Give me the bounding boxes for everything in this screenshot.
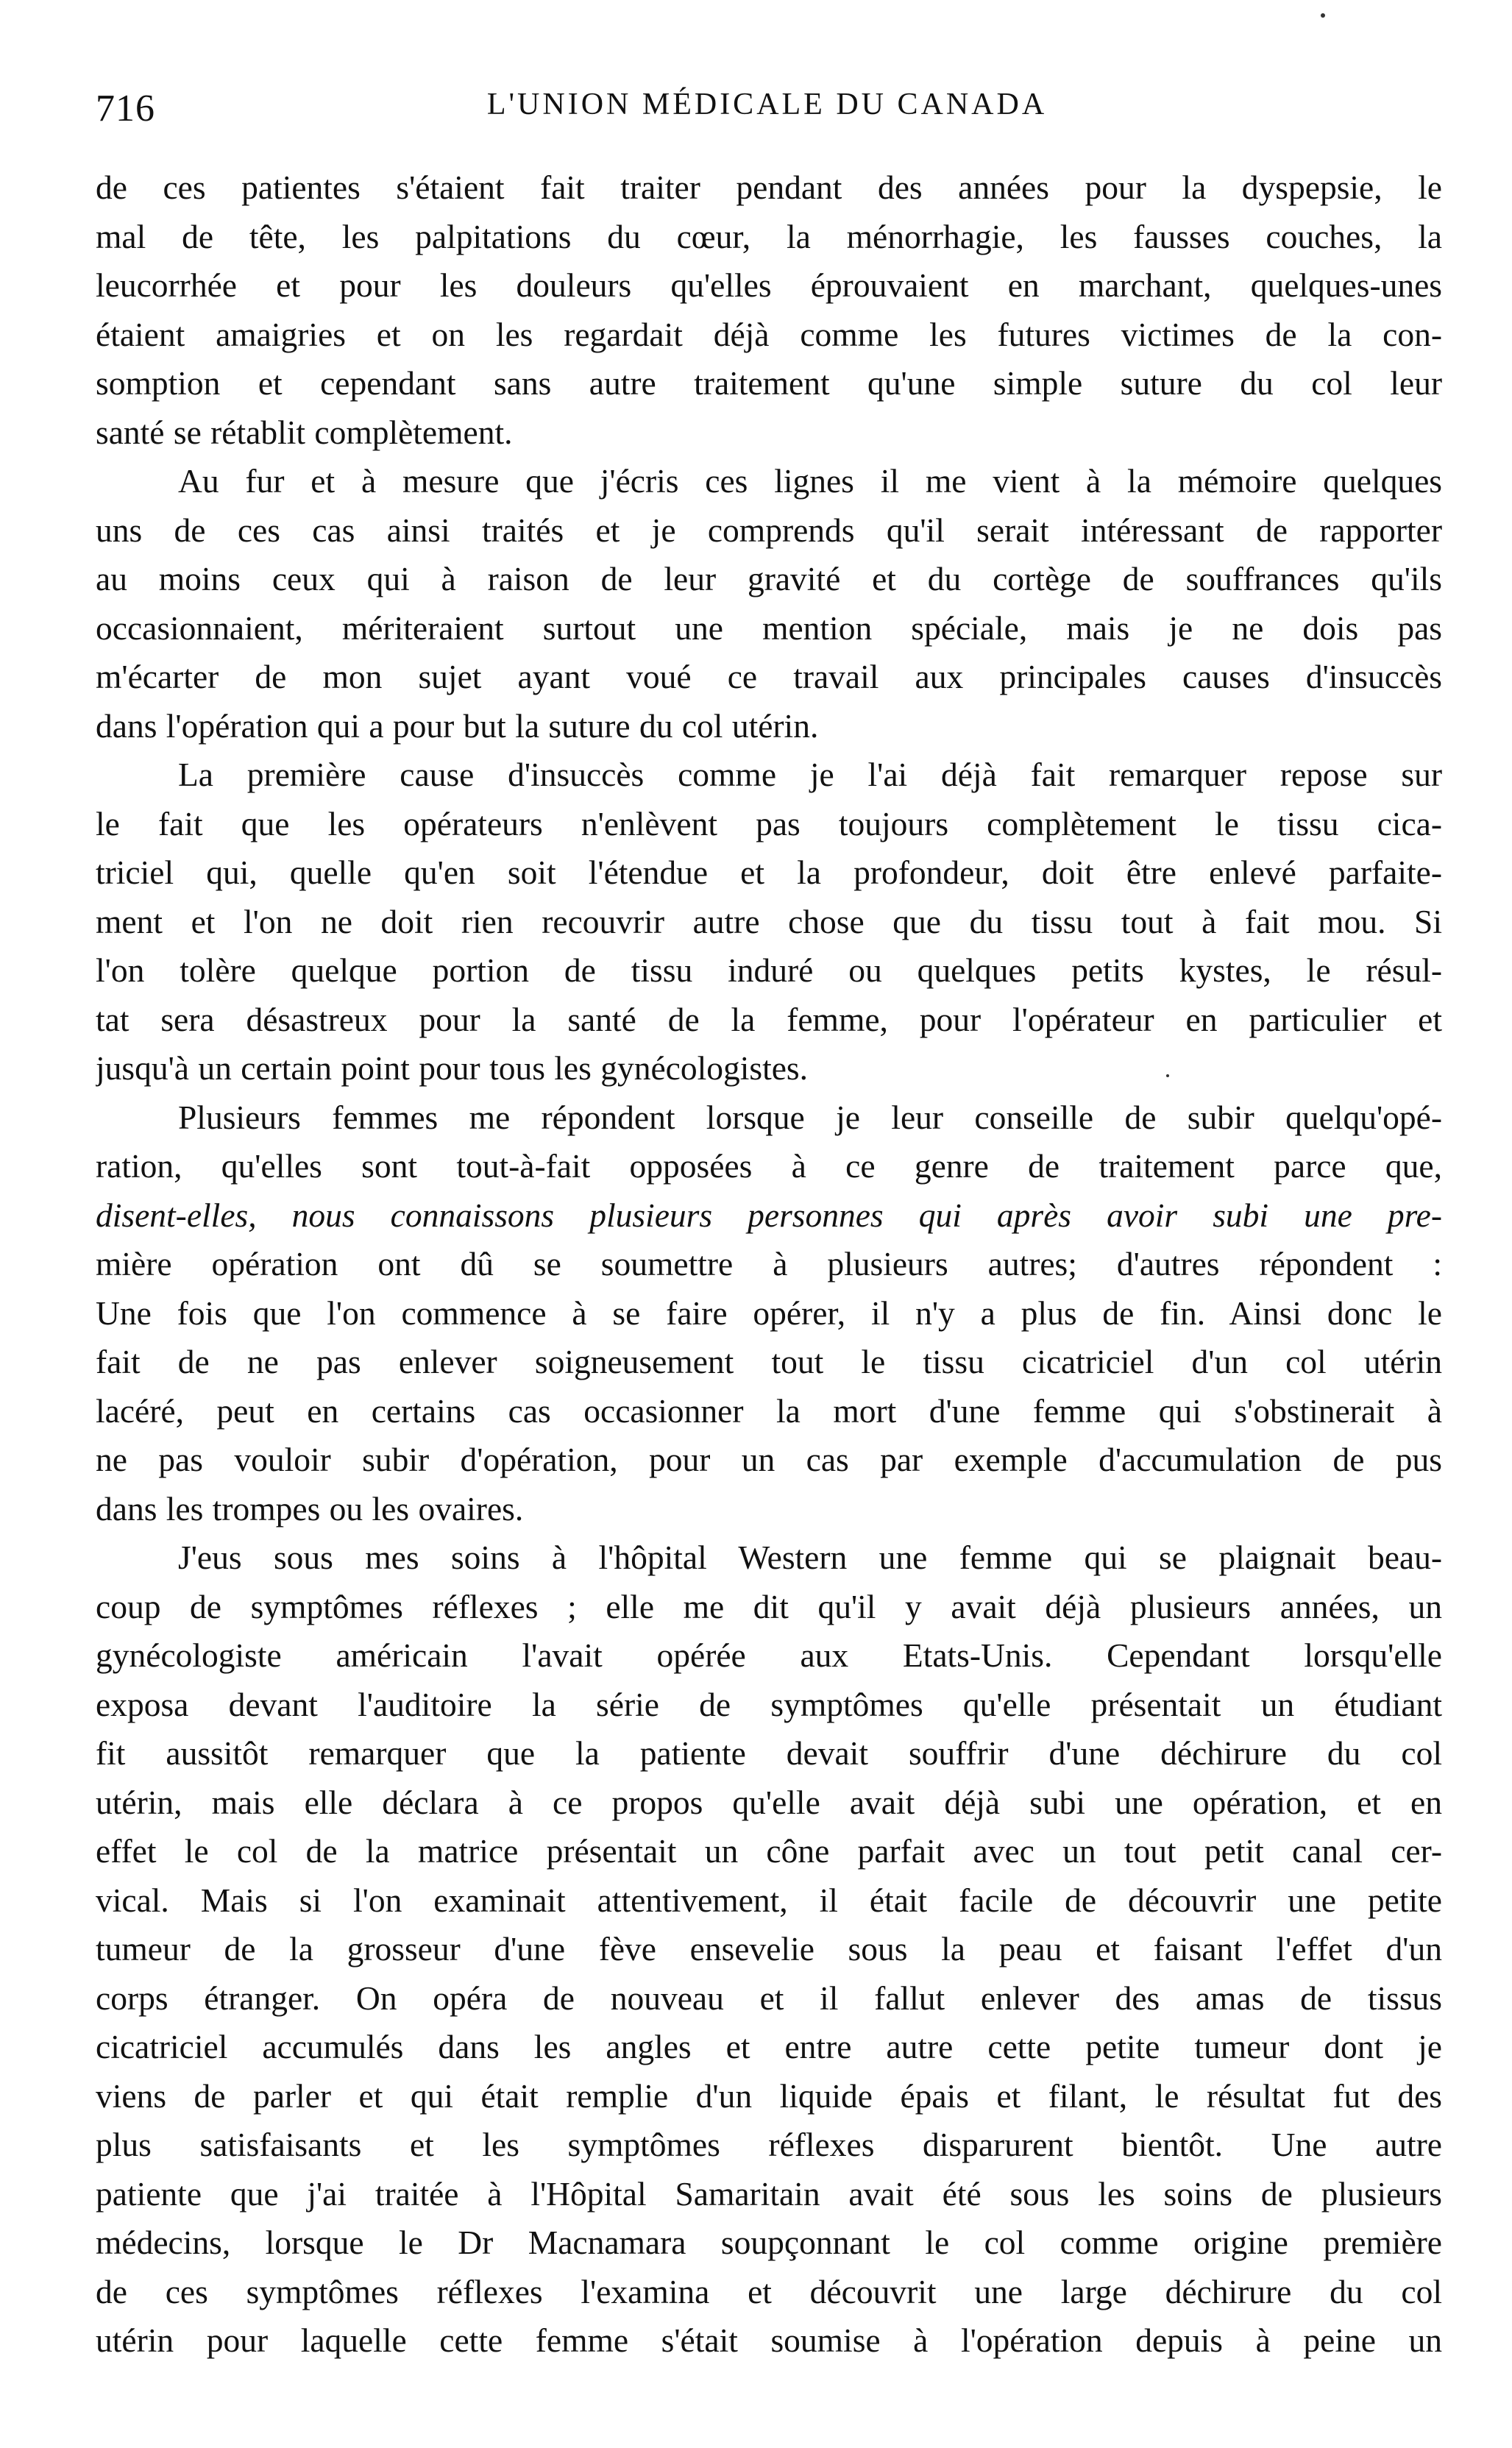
text-line: ne pas vouloir subir d'opération, pour un cas par exemple d'accumulation de pus [96, 1441, 1442, 1478]
text-line: le fait que les opérateurs n'enlèvent pas toujours complètement le tissu cica- [96, 804, 1442, 842]
body-text [96, 163, 1442, 2366]
text-line: étaient amaigries et on les regardait déjà comme les futures victimes de la con- [96, 315, 1442, 353]
text-line: au moins ceux qui à raison de leur gravité et du cortège de souffrances qu'ils [96, 560, 1442, 597]
text-line: utérin pour laquelle cette femme s'était soumise à l'opération depuis à peine un [96, 2321, 1442, 2359]
paragraph-3 [96, 751, 1442, 1093]
text-line: jusqu'à un certain point pour tous les gynécologistes. [96, 1049, 809, 1087]
text-line: J'eus sous mes soins à l'hôpital Western une femme qui se plaignait beau- [178, 1539, 1442, 1576]
text-line: ment et l'on ne doit rien recouvrir autre chose que du tissu tout à fait mou. Si [96, 902, 1442, 940]
text-line: de ces patientes s'étaient fait traiter pendant des années pour la dyspepsie, le [96, 168, 1442, 206]
text-line: La première cause d'insuccès comme je l'ai déjà fait remarquer repose sur [178, 756, 1442, 793]
text-line-italic: disent-elles, nous connaissons plusieurs personnes qui après avoir subi une pre- [96, 1196, 1442, 1234]
text-line: cicatriciel accumulés dans les angles et entre autre cette petite tumeur dont je [96, 2028, 1442, 2065]
paragraph-5 [96, 1533, 1442, 2366]
paragraph-4 [96, 1093, 1442, 1534]
text-line: tat sera désastreux pour la santé de la femme, pour l'opérateur en particulier et [96, 1000, 1442, 1038]
text-line: tumeur de la grosseur d'une fève ensevelie sous la peau et faisant l'effet d'un [96, 1930, 1442, 1968]
text-line: médecins, lorsque le Dr Macnamara soupçonnant le col comme origine première [96, 2224, 1442, 2261]
text-line: mal de tête, les palpitations du cœur, la ménorrhagie, les fausses couches, la [96, 217, 1442, 255]
text-line: viens de parler et qui était remplie d'un liquide épais et filant, le résultat fut des [96, 2076, 1442, 2115]
text-line: exposa devant l'auditoire la série de symptômes qu'elle présentait un étudiant [96, 1685, 1442, 1723]
paragraph-1 [96, 163, 1442, 457]
print-speck [1166, 1074, 1169, 1077]
text-line: coup de symptômes réflexes ; elle me dit qu'il y avait déjà plusieurs années, un [96, 1587, 1442, 1625]
text-line: de ces symptômes réflexes l'examina et découvrit une large déchirure du col [96, 2272, 1442, 2310]
text-line: triciel qui, quelle qu'en soit l'étendue et la profondeur, doit être enlevé parfaite- [96, 854, 1442, 891]
text-line: l'on tolère quelque portion de tissu induré ou quelques petits kystes, le résul- [96, 951, 1442, 989]
text-line: santé se rétablit complètement. [96, 413, 513, 451]
text-line: patiente que j'ai traitée à l'Hôpital Samaritain avait été sous les soins de plusieurs [96, 2174, 1442, 2213]
text-line: gynécologiste américain l'avait opérée aux Etats-Unis. Cependant lorsqu'elle [96, 1636, 1442, 1674]
text-line: ration, qu'elles sont tout-à-fait opposées à ce genre de traitement parce que, [96, 1147, 1442, 1185]
text-line: fait de ne pas enlever soigneusement tout le tissu cicatriciel d'un col utérin [96, 1343, 1442, 1380]
paragraph-2 [96, 457, 1442, 751]
text-line: m'écarter de mon sujet ayant voué ce travail aux principales causes d'insuccès [96, 658, 1442, 695]
text-line: dans les trompes ou les ovaires. [96, 1489, 524, 1528]
text-line: plus satisfaisants et les symptômes réflexes disparurent bientôt. Une autre [96, 2126, 1442, 2163]
text-line: lacéré, peut en certains cas occasionner la mort d'une femme qui s'obstinerait à [96, 1391, 1442, 1430]
text-line: mière opération ont dû se soumettre à plusieurs autres; d'autres répondent : [96, 1245, 1442, 1282]
text-line: effet le col de la matrice présentait un cône parfait avec un tout petit canal cer- [96, 1832, 1442, 1870]
text-line: occasionnaient, mériteraient surtout une mention spéciale, mais je ne dois pas [96, 609, 1442, 647]
text-line: leucorrhée et pour les douleurs qu'elles éprouvaient en marchant, quelques-unes [96, 266, 1442, 304]
text-line: uns de ces cas ainsi traités et je comprends qu'il serait intéressant de rapporter [96, 511, 1442, 549]
text-line: Une fois que l'on commence à se faire opérer, il n'y a plus de fin. Ainsi donc le [96, 1294, 1442, 1332]
text-line: somption et cependant sans autre traitement qu'une simple suture du col leur [96, 364, 1442, 402]
text-line: fit aussitôt remarquer que la patiente devait souffrir d'une déchirure du col [96, 1734, 1442, 1772]
print-speck [1321, 13, 1325, 18]
text-line: corps étranger. On opéra de nouveau et il fallut enlever des amas de tissus [96, 1979, 1442, 2017]
page-number: 716 [96, 88, 155, 130]
text-line: utérin, mais elle déclara à ce propos qu'elle avait déjà subi une opération, et en [96, 1783, 1442, 1821]
text-line: Au fur et à mesure que j'écris ces lignes il me vient à la mémoire quelques [178, 462, 1442, 500]
running-title: L'UNION MÉDICALE DU CANADA [486, 88, 1048, 121]
page-header [96, 87, 1438, 138]
text-line: vical. Mais si l'on examinait attentivement, il était facile de découvrir une petite [96, 1881, 1442, 1919]
text-line: dans l'opération qui a pour but la suture du col utérin. [96, 706, 819, 745]
text-line: Plusieurs femmes me répondent lorsque je leur conseille de subir quelqu'opé- [178, 1098, 1442, 1136]
